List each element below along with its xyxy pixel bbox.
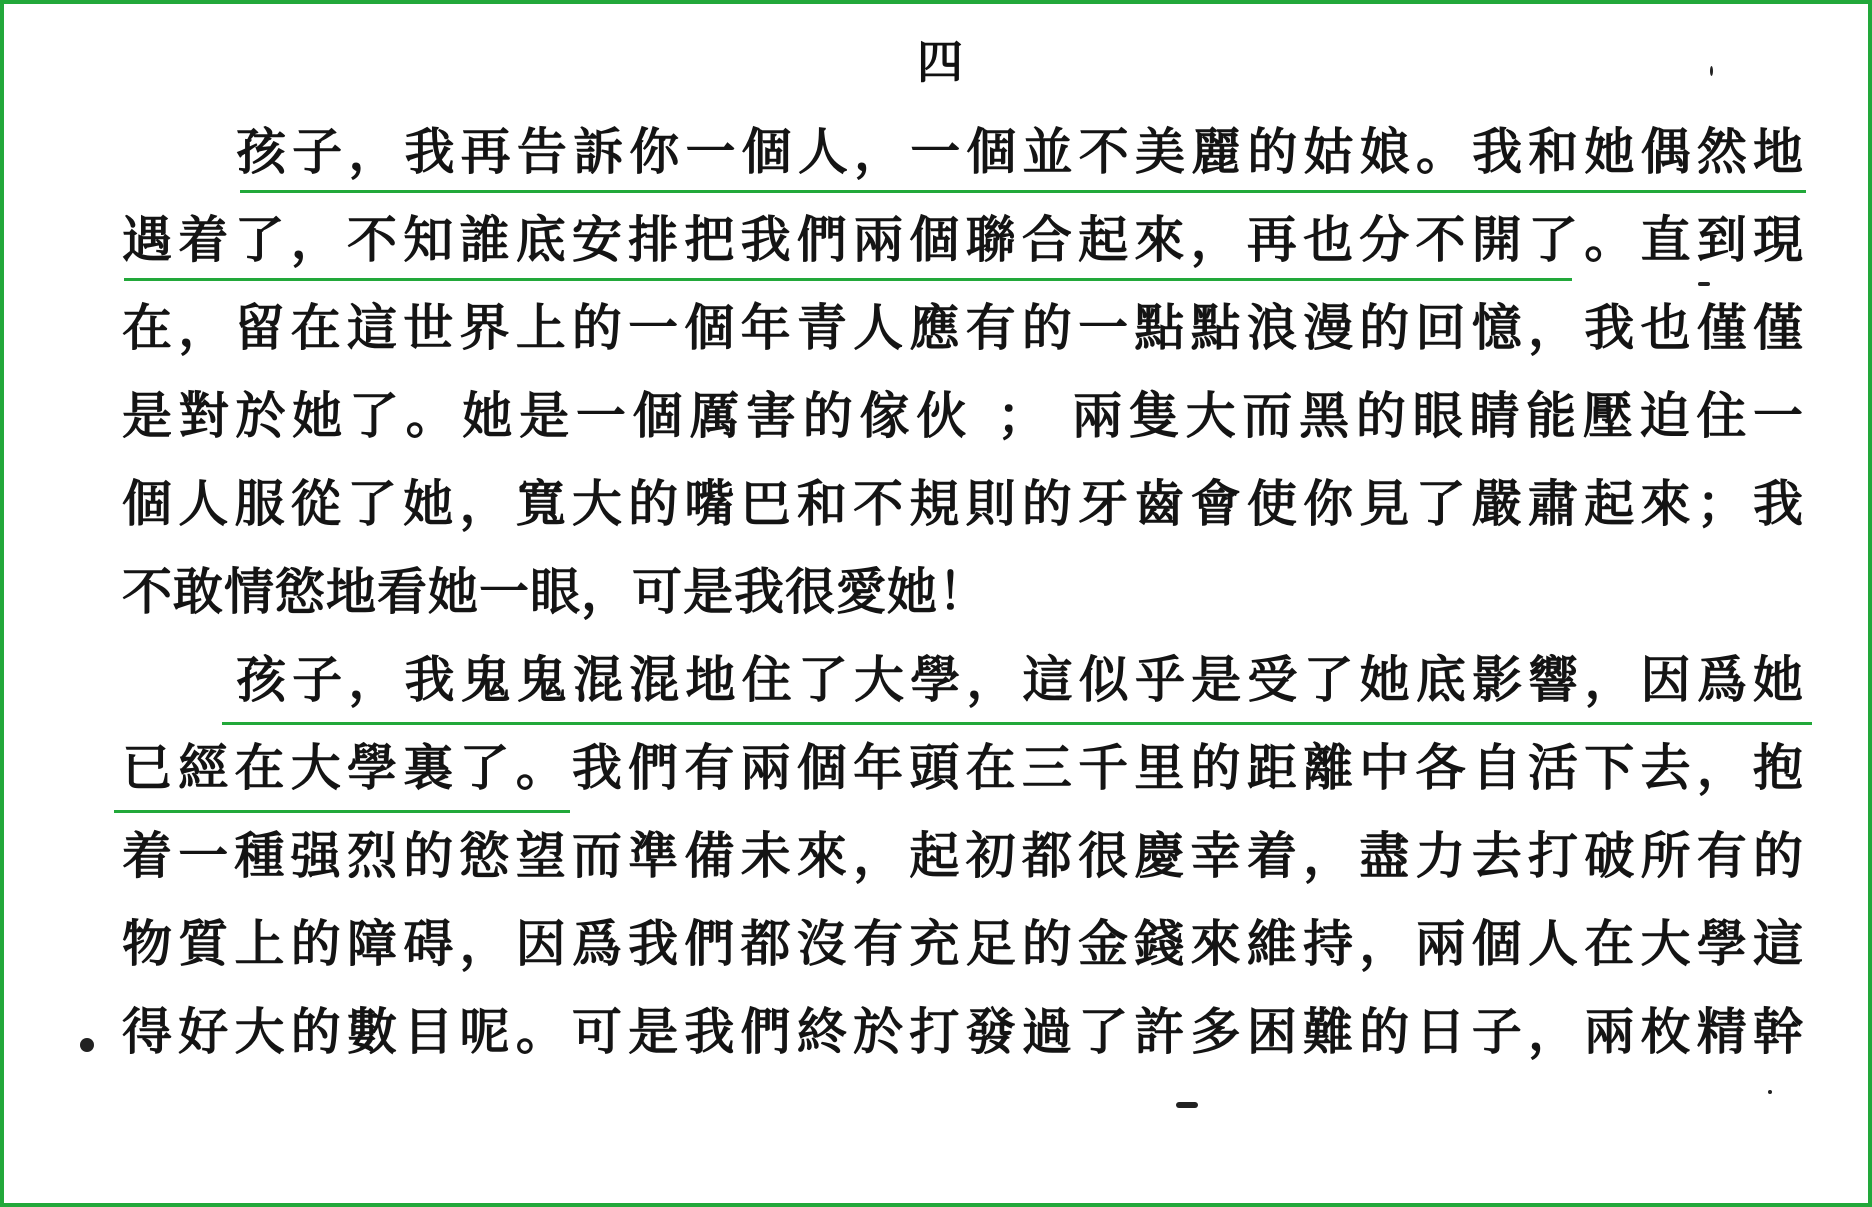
text-line-11: 得好大的數目呢。可是我們終於打發過了許多困難的日子，兩枚精幹 (122, 1002, 1804, 1061)
text-line-7: 孩子，我鬼鬼混混地住了大學，這似乎是受了她底影響，因爲她 (236, 650, 1804, 709)
text-line-9: 着一種强烈的慾望而準備未來，起初都很慶幸着，盡力去打破所有的 (122, 826, 1804, 885)
text-line-10: 物質上的障碍，因爲我們都沒有充足的金錢來維持，兩個人在大學這 (122, 914, 1804, 973)
text-line-4: 是對於她了。她是一個厲害的傢伙 ； 兩隻大而黑的眼睛能壓迫住一 (122, 386, 1804, 445)
scan-speck (1176, 1102, 1198, 1108)
scan-speck (80, 1038, 94, 1052)
text-line-3: 在，留在這世界上的一個年青人應有的一點點浪漫的回憶，我也僅僅 (122, 298, 1804, 357)
section-heading: 四 (917, 35, 963, 89)
highlight-underline-1a (240, 190, 1806, 193)
text-line-1: 孩子，我再告訴你一個人，一個並不美麗的姑娘。我和她偶然地 (236, 122, 1804, 181)
text-line-6: 不敢情慾地看她一眼，可是我很愛她！ (122, 562, 989, 621)
scan-speck (1768, 1090, 1772, 1094)
text-line-8: 已經在大學裏了。我們有兩個年頭在三千里的距離中各自活下去，抱 (122, 738, 1804, 797)
highlight-underline-2a (222, 722, 1812, 725)
scan-speck (1710, 66, 1713, 76)
text-line-5: 個人服從了她，寬大的嘴巴和不規則的牙齒會使你見了嚴肅起來；我 (122, 474, 1804, 533)
text-line-2: 遇着了，不知誰底安排把我們兩個聯合起來，再也分不開了。直到現 (122, 210, 1804, 269)
highlight-underline-1b (124, 278, 1572, 281)
scan-speck (1698, 282, 1710, 286)
highlight-underline-2b (114, 810, 570, 813)
